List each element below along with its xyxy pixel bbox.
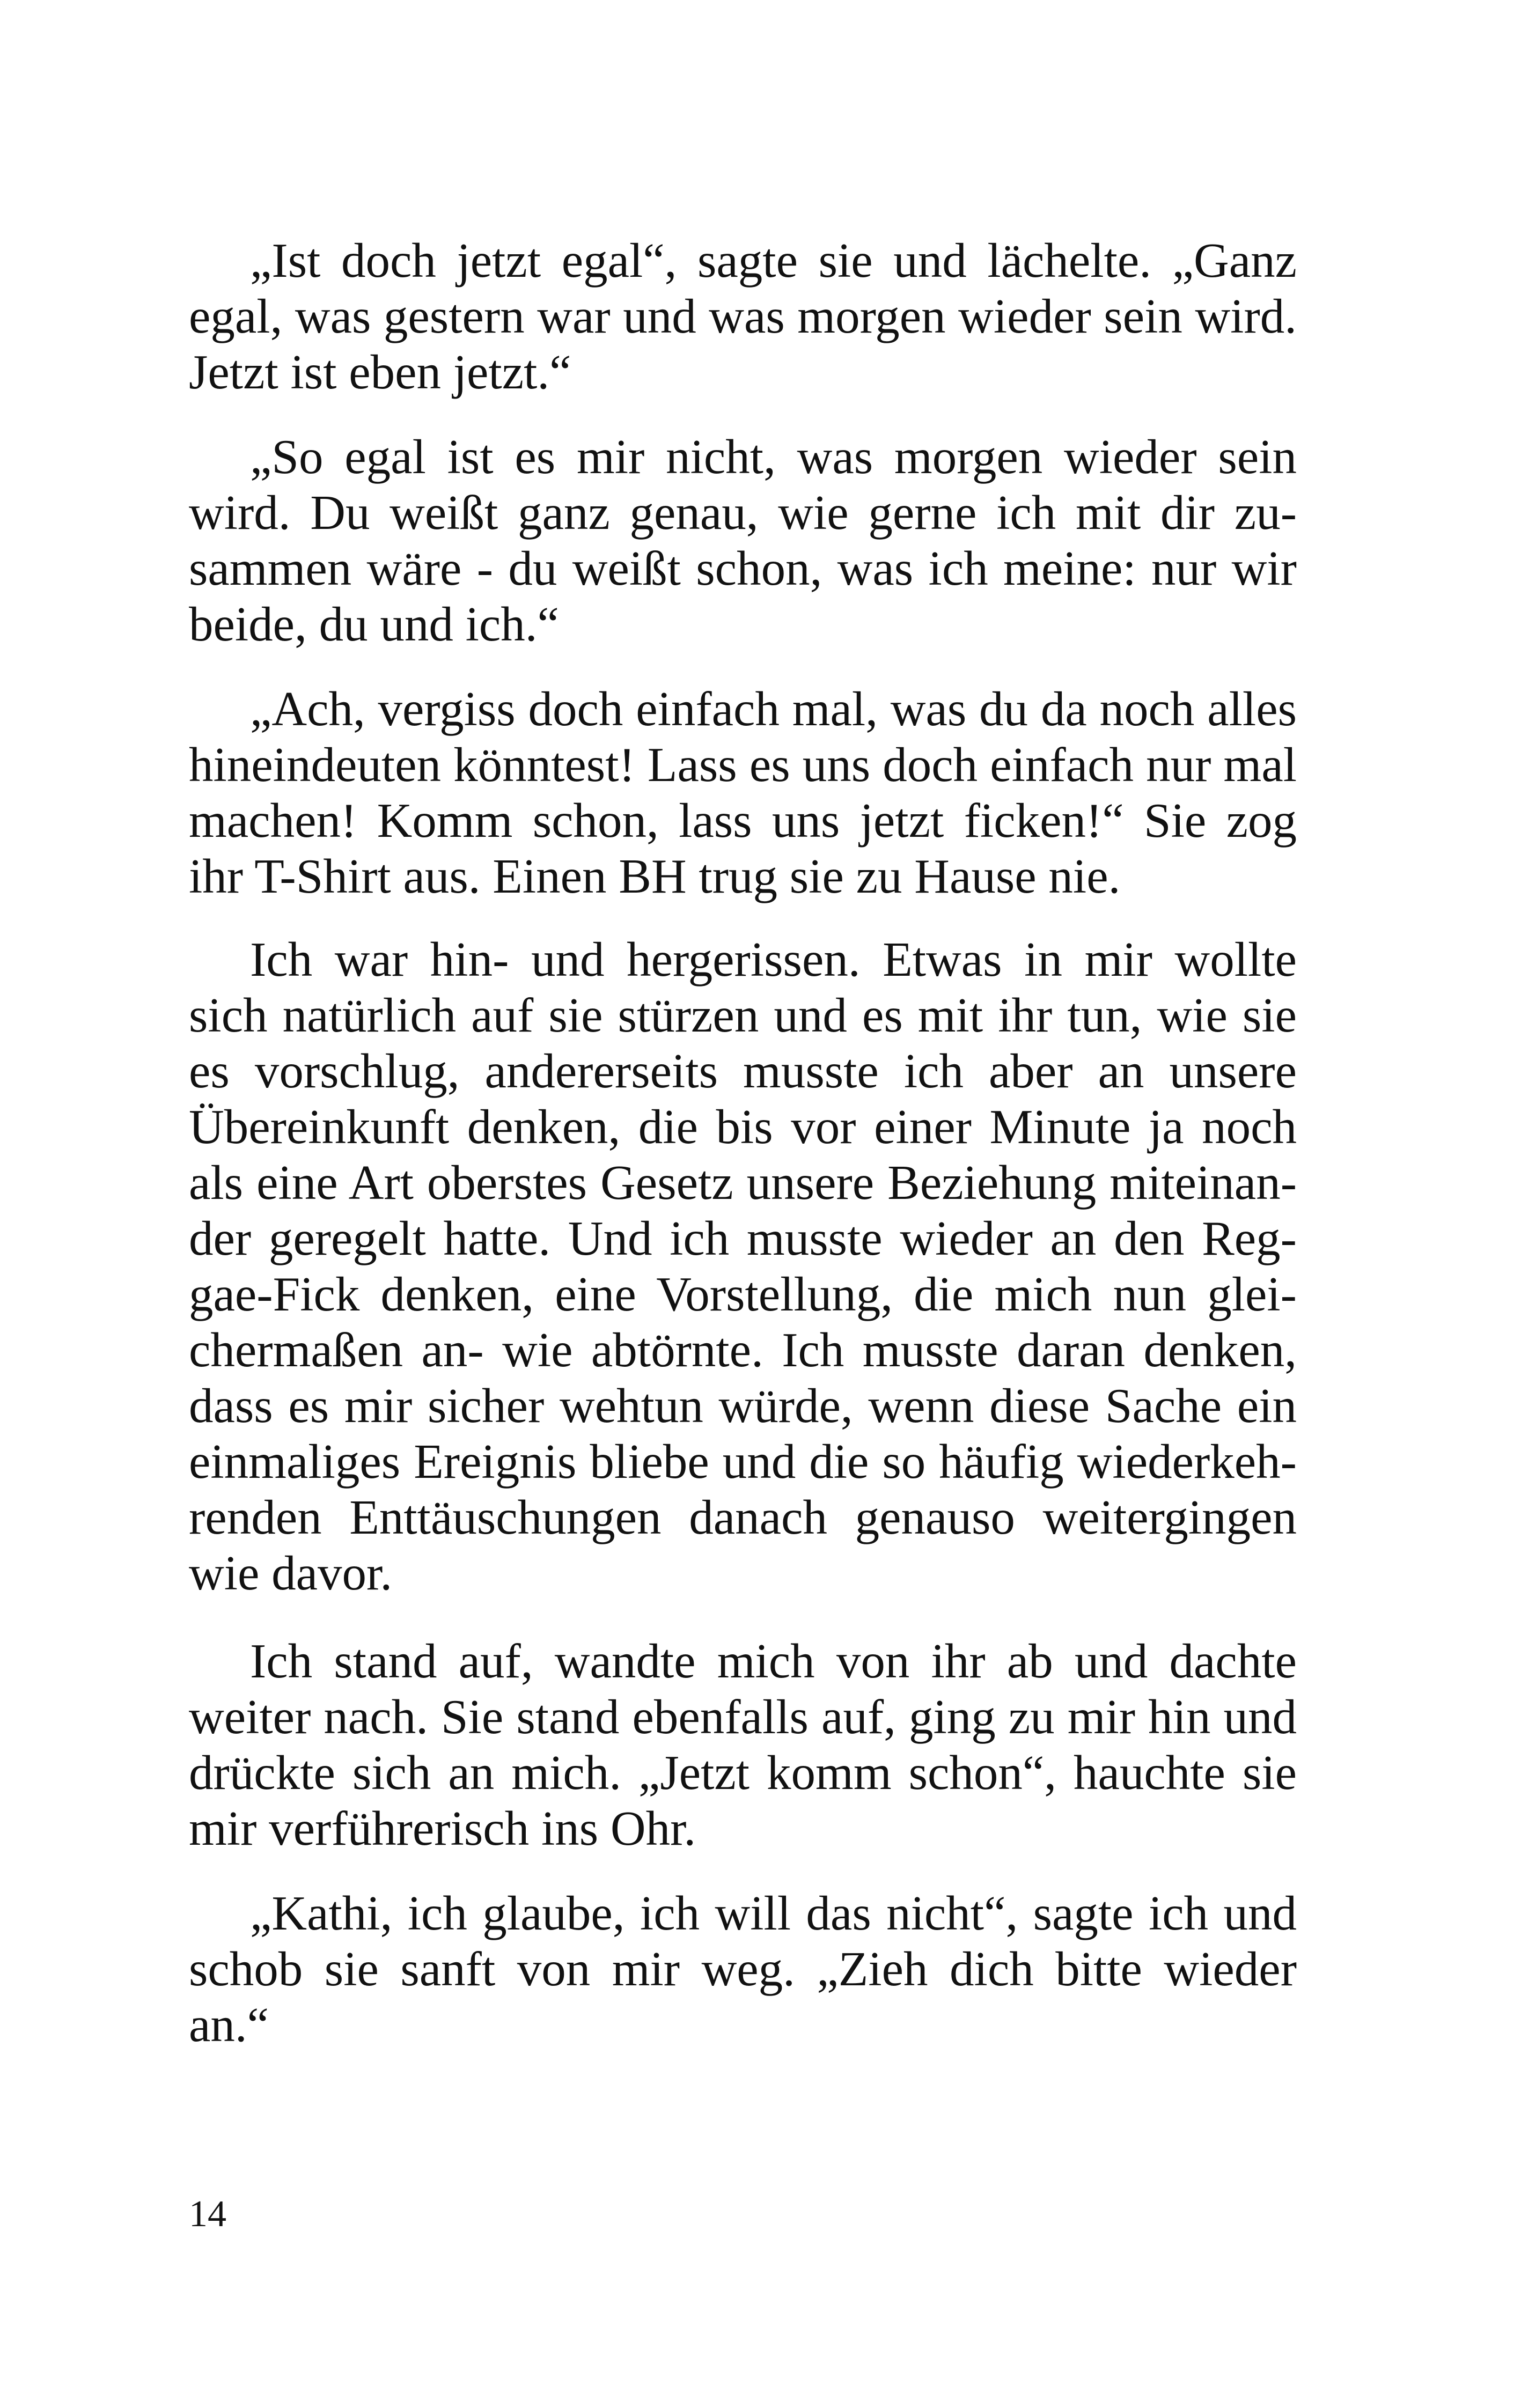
- text-line: als eine Art oberstes Gesetz unsere Beziehung miteinan-: [189, 1155, 1297, 1210]
- paragraph: [189, 1886, 1297, 2053]
- text-line: „Ist doch jetzt egal“, sagte sie und lächelte. „Ganz: [250, 233, 1297, 288]
- text-line: beide, du und ich.“: [189, 597, 559, 651]
- text-line: dass es mir sicher wehtun würde, wenn diese Sache ein: [189, 1379, 1297, 1433]
- text-line: schob sie sanft von mir weg. „Zieh dich bitte wieder: [189, 1942, 1297, 1996]
- text-line: „Ach, vergiss doch einfach mal, was du da noch alles: [250, 682, 1297, 736]
- text-line: einmaliges Ereignis bliebe und die so häufig wiederkeh-: [189, 1434, 1297, 1489]
- text-line: machen! Komm schon, lass uns jetzt ficken!“ Sie zog: [189, 793, 1297, 848]
- paragraph: [189, 932, 1297, 1601]
- text-line: drückte sich an mich. „Jetzt komm schon“, hauchte sie: [189, 1746, 1297, 1800]
- text-line: wie davor.: [189, 1546, 393, 1600]
- text-line: Ich stand auf, wandte mich von ihr ab und dachte: [250, 1634, 1297, 1688]
- text-line: der geregelt hatte. Und ich musste wieder an den Reg-: [189, 1211, 1297, 1265]
- text-line: hineindeuten könntest! Lass es uns doch einfach nur mal: [189, 738, 1297, 792]
- text-line: wird. Du weißt ganz genau, wie gerne ich mit dir zu-: [189, 485, 1297, 540]
- paragraph: [189, 1633, 1297, 1857]
- text-line: sammen wäre - du weißt schon, was ich meine: nur wir: [189, 541, 1297, 595]
- text-line: es vorschlug, andererseits musste ich aber an unsere: [189, 1044, 1297, 1098]
- text-line: renden Enttäuschungen danach genauso weitergingen: [189, 1490, 1297, 1544]
- paragraph: [189, 681, 1297, 904]
- text-line: mir verführerisch ins Ohr.: [189, 1801, 696, 1855]
- text-line: egal, was gestern war und was morgen wieder sein wird.: [189, 289, 1297, 343]
- text-line: chermaßen an- wie abtörnte. Ich musste daran denken,: [189, 1323, 1297, 1377]
- text-line: Jetzt ist eben jetzt.“: [189, 345, 571, 399]
- text-line: gae-Fick denken, eine Vorstellung, die mich nun glei-: [189, 1267, 1297, 1321]
- paragraph: [189, 233, 1297, 400]
- paragraph: [189, 429, 1297, 652]
- text-line: an.“: [189, 1998, 269, 2052]
- text-line: sich natürlich auf sie stürzen und es mit ihr tun, wie sie: [189, 988, 1297, 1042]
- text-line: Ich war hin- und hergerissen. Etwas in mir wollte: [250, 932, 1297, 986]
- text-line: „Kathi, ich glaube, ich will das nicht“, sagte ich und: [250, 1886, 1297, 1940]
- text-line: „So egal ist es mir nicht, was morgen wieder sein: [250, 430, 1297, 484]
- text-line: ihr T-Shirt aus. Einen BH trug sie zu Hause nie.: [189, 849, 1121, 903]
- text-line: weiter nach. Sie stand ebenfalls auf, ging zu mir hin und: [189, 1690, 1297, 1744]
- page-number: 14: [189, 2193, 226, 2235]
- text-line: Übereinkunft denken, die bis vor einer Minute ja noch: [189, 1100, 1297, 1154]
